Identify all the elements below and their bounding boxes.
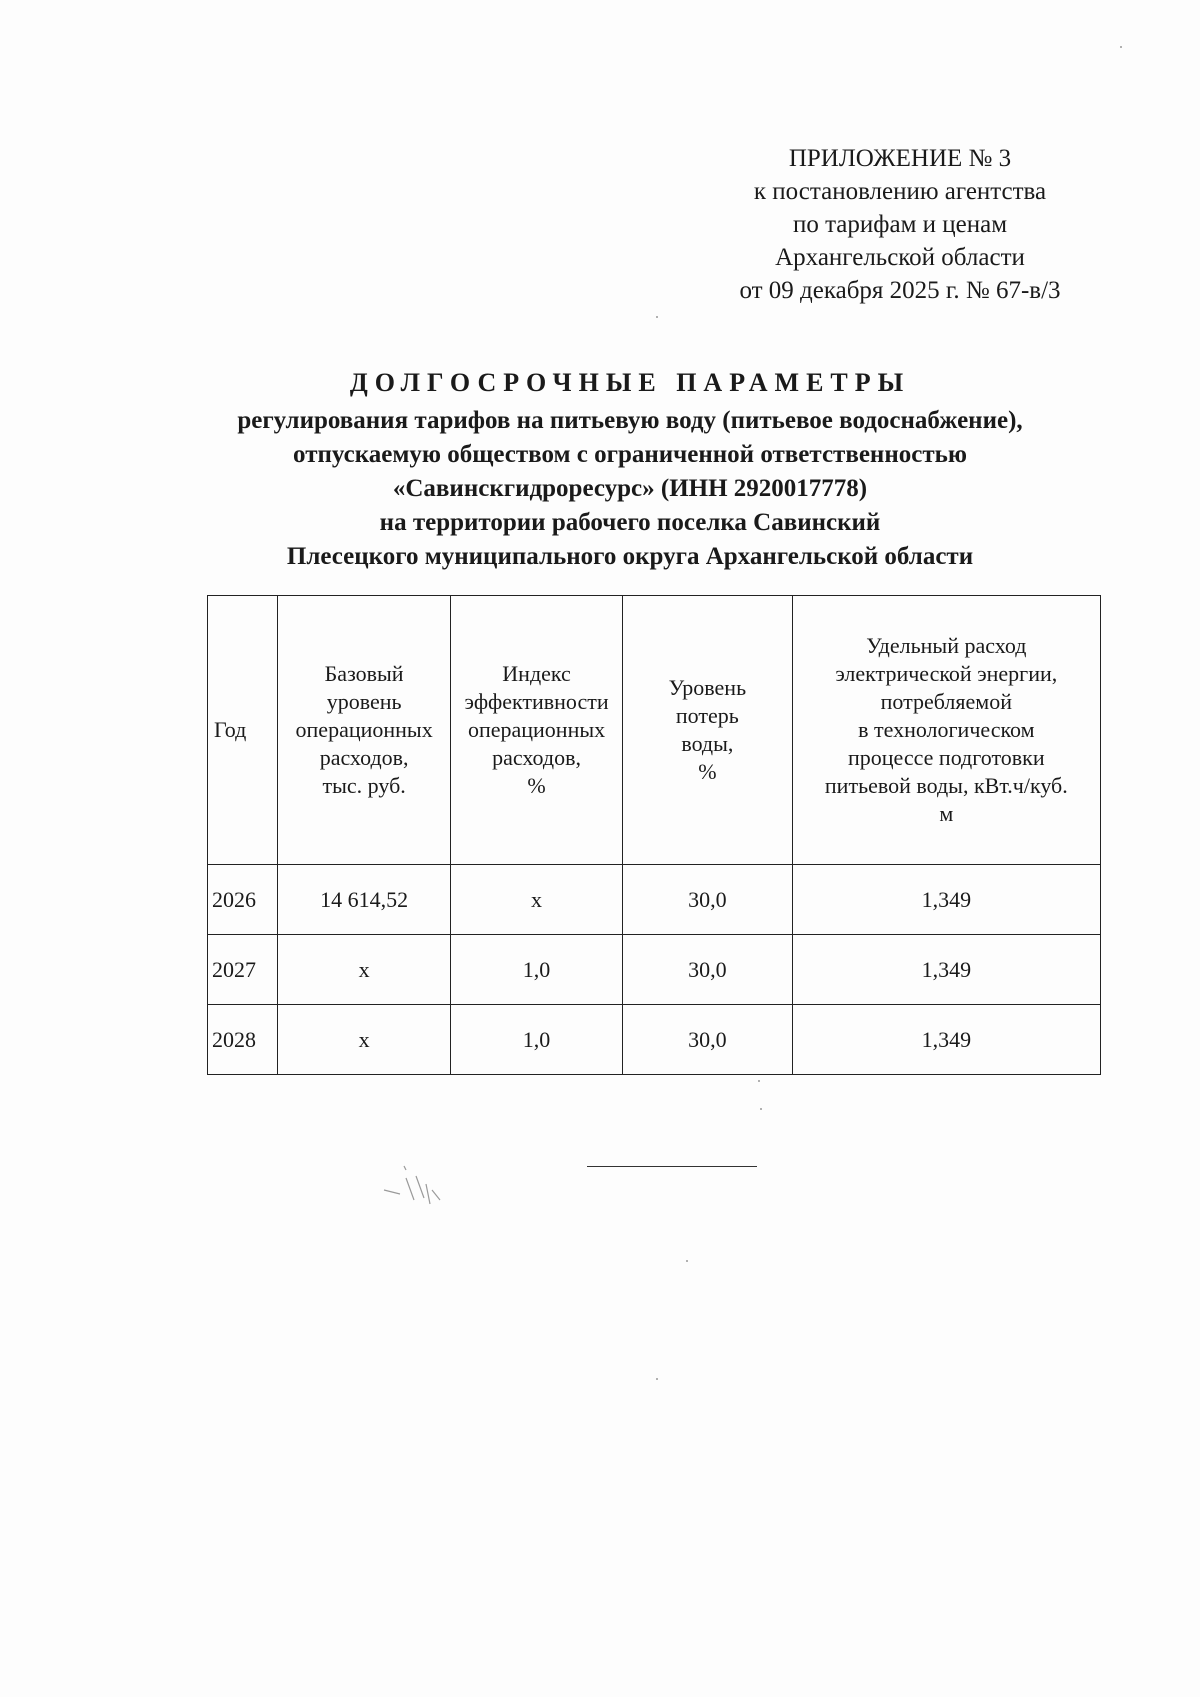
cell-energy-use: 1,349 xyxy=(792,935,1100,1005)
title-line-3: «Савинскгидроресурс» (ИНН 2920017778) xyxy=(392,475,868,502)
cell-base-opex: 14 614,52 xyxy=(278,865,451,935)
scan-speck xyxy=(656,316,658,318)
cell-year: 2026 xyxy=(208,865,278,935)
header-line: электрической энергии, xyxy=(835,661,1058,686)
title-line-2: отпускаемую обществом с ограниченной ответственностью xyxy=(293,441,967,468)
scan-speck xyxy=(686,1260,688,1262)
header-year xyxy=(208,596,278,865)
document-title xyxy=(150,366,1110,574)
table-row xyxy=(208,865,1101,935)
appendix-header xyxy=(690,142,1110,307)
appendix-region: Архангельской области xyxy=(775,244,1025,271)
signature-line xyxy=(587,1166,757,1167)
header-line: тыс. руб. xyxy=(322,773,406,798)
appendix-date-number: от 09 декабря 2025 г. № 67-в/3 xyxy=(739,277,1061,304)
scan-speck xyxy=(758,1080,760,1082)
cell-efficiency-index: 1,0 xyxy=(451,1005,623,1075)
header-line: воды, xyxy=(681,731,734,756)
cell-base-opex: х xyxy=(278,1005,451,1075)
scan-speck xyxy=(1120,46,1122,48)
header-base-opex xyxy=(278,596,451,865)
header-line: процессе подготовки xyxy=(848,745,1045,770)
scan-speck xyxy=(656,1378,658,1380)
cell-water-loss: 30,0 xyxy=(623,935,793,1005)
cell-year: 2028 xyxy=(208,1005,278,1075)
table-row xyxy=(208,935,1101,1005)
cell-base-opex: х xyxy=(278,935,451,1005)
cell-energy-use: 1,349 xyxy=(792,1005,1100,1075)
header-water-loss xyxy=(623,596,793,865)
appendix-agency: по тарифам и ценам xyxy=(792,211,1008,238)
scan-speck xyxy=(760,1108,762,1110)
header-energy-use xyxy=(792,596,1100,865)
title-line-5: Плесецкого муниципального округа Архангельской области xyxy=(286,543,974,570)
header-line: Уровень xyxy=(668,675,747,700)
appendix-number: ПРИЛОЖЕНИЕ № 3 xyxy=(788,145,1012,172)
cell-water-loss: 30,0 xyxy=(623,1005,793,1075)
header-line: операционных xyxy=(467,717,606,742)
header-line: расходов, xyxy=(319,745,409,770)
header-line: уровень xyxy=(326,689,402,714)
cell-efficiency-index: х xyxy=(451,865,623,935)
header-line: % xyxy=(698,759,717,784)
header-line: Базовый xyxy=(324,661,404,686)
title-line-4: на территории рабочего поселка Савинский xyxy=(379,509,881,536)
parameters-table xyxy=(207,595,1101,1075)
table-header-row xyxy=(208,596,1101,865)
appendix-reference: к постановлению агентства xyxy=(753,178,1047,205)
faint-mark-icon xyxy=(380,1160,470,1220)
header-line: эффективности xyxy=(464,689,609,714)
header-line: Год xyxy=(214,717,247,742)
table-row xyxy=(208,1005,1101,1075)
cell-efficiency-index: 1,0 xyxy=(451,935,623,1005)
header-efficiency-index xyxy=(451,596,623,865)
header-line: расходов, xyxy=(492,745,581,770)
header-line: потребляемой xyxy=(880,689,1012,714)
title-line-1: регулирования тарифов на питьевую воду (питьевое водоснабжение), xyxy=(237,407,1023,434)
header-line: операционных xyxy=(295,717,433,742)
header-line: м xyxy=(939,801,954,826)
header-line: питьевой воды, кВт.ч/куб. xyxy=(824,773,1068,798)
header-line: Удельный расход xyxy=(866,633,1027,658)
header-line: потерь xyxy=(675,703,739,728)
cell-energy-use: 1,349 xyxy=(792,865,1100,935)
cell-water-loss: 30,0 xyxy=(623,865,793,935)
cell-year: 2027 xyxy=(208,935,278,1005)
header-line: % xyxy=(527,773,546,798)
title-heading: ДОЛГОСРОЧНЫЕ ПАРАМЕТРЫ xyxy=(349,368,911,397)
header-line: в технологическом xyxy=(858,717,1035,742)
header-line: Индекс xyxy=(502,661,571,686)
